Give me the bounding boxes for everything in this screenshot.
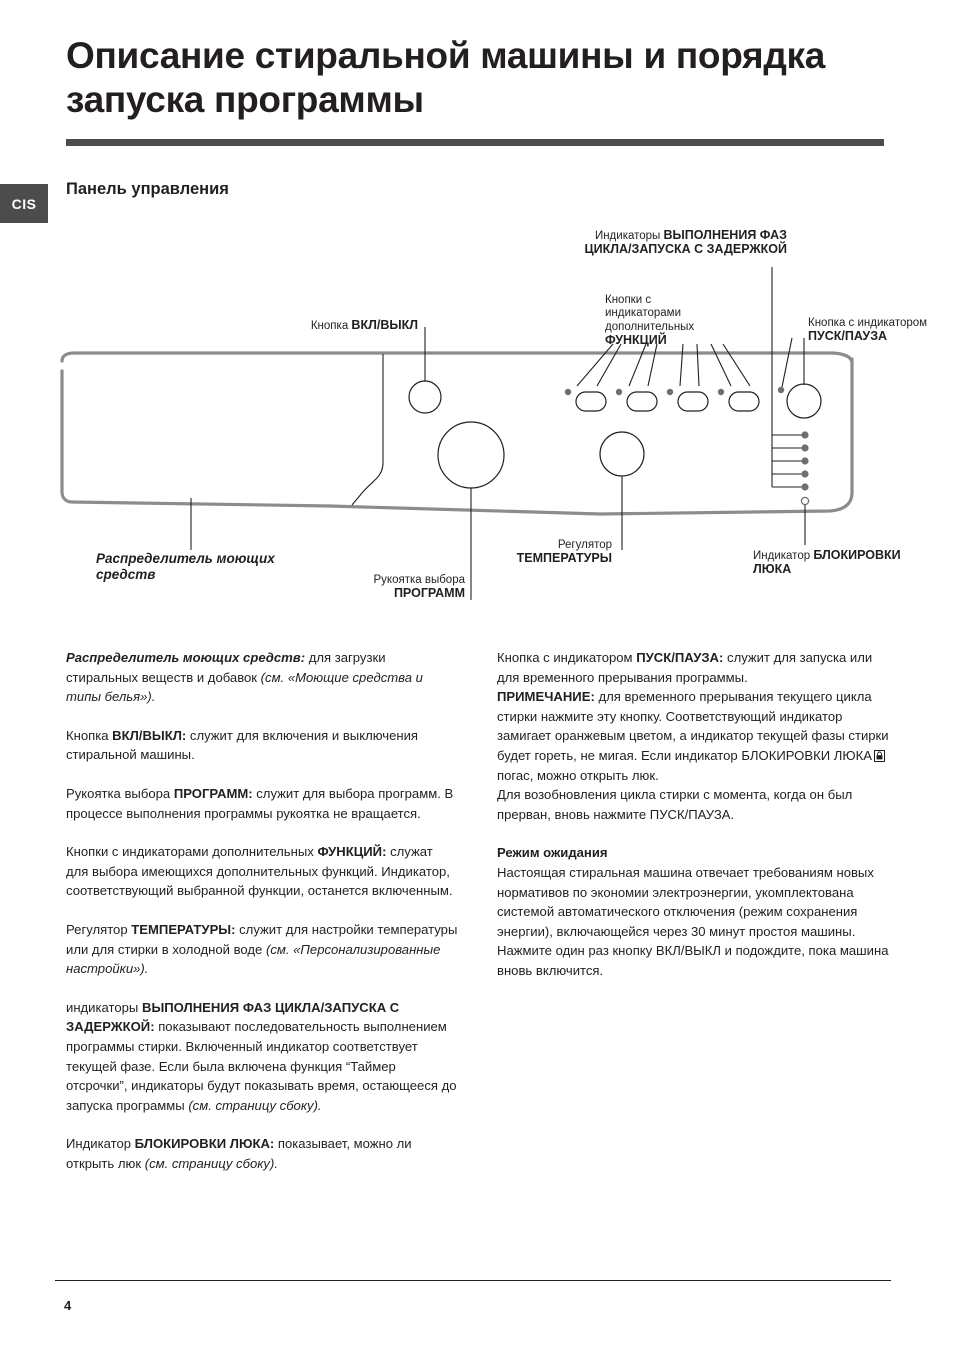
r1-pre: Кнопка с индикатором (497, 650, 637, 665)
phase-led-2 (801, 444, 808, 451)
p2-text: служит для включения и выключения стиральной машины. (66, 727, 418, 763)
p5-pre: Регулятор (66, 921, 132, 937)
label-start-pause-plain: Кнопка с индикатором (808, 316, 928, 329)
function-button-2[interactable] (627, 392, 657, 411)
label-start-pause-bold: ПУСК/ПАУЗА (808, 329, 888, 343)
r2-text-b: погас, можно открыть люк. (497, 767, 659, 783)
paragraph-programs-knob (66, 784, 458, 823)
panel-outline (62, 353, 852, 514)
function-button-1[interactable] (576, 392, 606, 411)
paragraph-note (497, 687, 893, 785)
language-tab-cis: CIS (0, 184, 48, 223)
leader-func-1b (597, 344, 621, 386)
paragraph-temperature-knob (66, 920, 458, 979)
label-phase-indicators (560, 215, 787, 258)
body-column-left (66, 648, 458, 1192)
label-door-lock (753, 535, 903, 578)
label-door-lock-bold: БЛОКИРОВКИ ЛЮКА (753, 547, 901, 576)
p4-text: служат для выбора имеющихся дополнительных функций. Индикатор, соответствующий выбранной функции, останется включенным. (66, 844, 453, 899)
title-divider (66, 139, 884, 146)
control-panel-diagram (0, 205, 954, 620)
label-door-lock-plain: Индикатор (753, 549, 814, 562)
p2-bold: ВКЛ/ВЫКЛ: (112, 727, 187, 743)
r2-bold: ПРИМЕЧАНИЕ: (497, 689, 595, 705)
p5-italic: (см. «Персонализированные настройки»). (66, 941, 441, 977)
standby-heading: Режим ожидания (497, 845, 608, 861)
paragraph-start-pause (497, 648, 893, 687)
label-phase-indicators-plain: Индикаторы (594, 229, 664, 242)
leader-func-2a (629, 344, 646, 386)
start-pause-led (778, 387, 784, 393)
start-pause-button[interactable] (787, 384, 821, 418)
p3-text: служит для выбора программ. В процессе выполнения программы рукоятка не вращается. (66, 785, 454, 821)
p3-bold: ПРОГРАММ: (173, 785, 253, 801)
paragraph-door-lock (66, 1134, 458, 1173)
p1-lead: Распределитель моющих средств: (66, 650, 306, 665)
label-temperature-knob (470, 525, 612, 567)
leader-func-1a (577, 344, 613, 386)
p7-italic: (см. страницу сбоку). (144, 1155, 278, 1171)
leader-start-pause-a (782, 338, 792, 387)
p6-text: показывают последовательность выполнением программы стирки. Включенный индикатор соответствует текущей фазе. Если была включена функция “Таймер отсрочки”, индикаторы будут показывать время, остающееся до запуска программы (66, 1019, 457, 1113)
function-led-1 (565, 389, 571, 395)
door-lock-led (801, 497, 808, 504)
leader-func-3a (680, 344, 683, 386)
label-on-off-bold: ВКЛ/ВЫКЛ (351, 317, 418, 332)
leader-func-2b (648, 344, 657, 386)
leader-func-3b (697, 344, 699, 386)
label-programs-knob-bold: ПРОГРАММ (393, 586, 465, 600)
r2-text-a: для временного прерывания текущего цикла стирки нажмите эту кнопку. Соответствующий индикатор замигает оранжевым цветом, а индикатор текущей фазы стирки будет гореть, не мигая. Если индикатор БЛОКИРОВКИ ЛЮКА (497, 689, 889, 763)
footer-divider (55, 1280, 891, 1281)
r1-bold: ПУСК/ПАУЗА: (636, 650, 724, 665)
page-number: 4 (64, 1298, 72, 1313)
function-button-4[interactable] (729, 392, 759, 411)
label-phase-indicators-bold: ВЫПОЛНЕНИЯ ФАЗ ЦИКЛА/ЗАПУСКА С ЗАДЕРЖКОЙ (584, 227, 787, 256)
p5-text: служит для настройки температуры или для стирки в холодной воде (66, 921, 458, 957)
paragraph-resume: Для возобновления цикла стирки с момента, когда он был прерван, вновь нажмите ПУСК/ПАУЗА. (497, 787, 853, 822)
function-button-3[interactable] (678, 392, 708, 411)
p6-italic: (см. страницу сбоку). (188, 1097, 322, 1113)
label-function-buttons (605, 280, 725, 349)
phase-led-3 (801, 457, 808, 464)
phase-led-5 (801, 483, 808, 490)
phase-indicator-leds (801, 431, 808, 490)
p5-bold: ТЕМПЕРАТУРЫ: (131, 921, 236, 937)
phase-led-1 (801, 431, 808, 438)
function-buttons-group (576, 392, 759, 411)
panel-fold-line (352, 354, 383, 505)
function-led-2 (616, 389, 622, 395)
p7-text: показывает, можно ли открыть люк (66, 1136, 412, 1171)
leader-func-4b (723, 344, 750, 386)
p3-pre: Рукоятка выбора (66, 785, 174, 801)
r1-text: служит для запуска или для временного прерывания программы. (497, 650, 873, 685)
p1-italic: (см. «Моющие средства и типы белья»). (66, 669, 423, 705)
section-heading: Панель управления (66, 180, 229, 198)
label-temperature-knob-plain: Регулятор (557, 538, 612, 551)
p7-bold: БЛОКИРОВКИ ЛЮКА: (134, 1136, 275, 1152)
p6-pre: индикаторы (66, 999, 142, 1015)
temperature-knob[interactable] (600, 432, 644, 476)
label-function-buttons-bold: ФУНКЦИЙ (605, 333, 667, 347)
paragraph-detergent-dispenser (66, 648, 458, 707)
p1-text: для загрузки стиральных веществ и добавок (66, 650, 386, 685)
label-function-buttons-plain: Кнопки с индикаторами дополнительных (605, 293, 695, 333)
p6-bold: ВЫПОЛНЕНИЯ ФАЗ ЦИКЛА/ЗАПУСКА С ЗАДЕРЖКОЙ: (66, 999, 400, 1035)
page-title: Описание стиральной машины и порядка запуска программы (66, 35, 826, 120)
paragraph-on-off (66, 726, 458, 765)
body-column-right (497, 648, 893, 1000)
label-start-pause (808, 303, 948, 345)
phase-indicator-leaders (772, 435, 803, 487)
paragraph-function-buttons (66, 842, 458, 901)
label-programs-knob-plain: Рукоятка выбора (373, 573, 465, 586)
function-led-4 (718, 389, 724, 395)
p4-bold: ФУНКЦИЙ: (317, 844, 387, 860)
on-off-button[interactable] (409, 381, 441, 413)
function-led-3 (667, 389, 673, 395)
lock-icon (874, 748, 885, 760)
paragraph-standby: Настоящая стиральная машина отвечает требованиям новых нормативов по экономии электроэнергии, укомплектована системой автоматического отключения (режим сохранения энергии), включающейся через 30 минут простоя машины. Нажмите один раз кнопку ВКЛ/ВЫКЛ и подождите, пока машина вновь включится. (497, 864, 889, 978)
p4-pre: Кнопки с индикаторами дополнительных (66, 844, 318, 860)
programs-knob[interactable] (438, 422, 504, 488)
p2-pre: Кнопка (66, 727, 113, 743)
p7-pre: Индикатор (66, 1136, 135, 1152)
label-on-off (290, 305, 418, 333)
label-programs-knob (300, 560, 465, 602)
phase-led-4 (801, 470, 808, 477)
label-temperature-knob-bold: ТЕМПЕРАТУРЫ (516, 551, 612, 565)
paragraph-phase-indicators (66, 998, 458, 1116)
label-detergent-dispenser: Распределитель моющих средств (96, 551, 275, 582)
label-on-off-plain: Кнопка (310, 319, 352, 332)
leader-func-4a (711, 344, 731, 386)
